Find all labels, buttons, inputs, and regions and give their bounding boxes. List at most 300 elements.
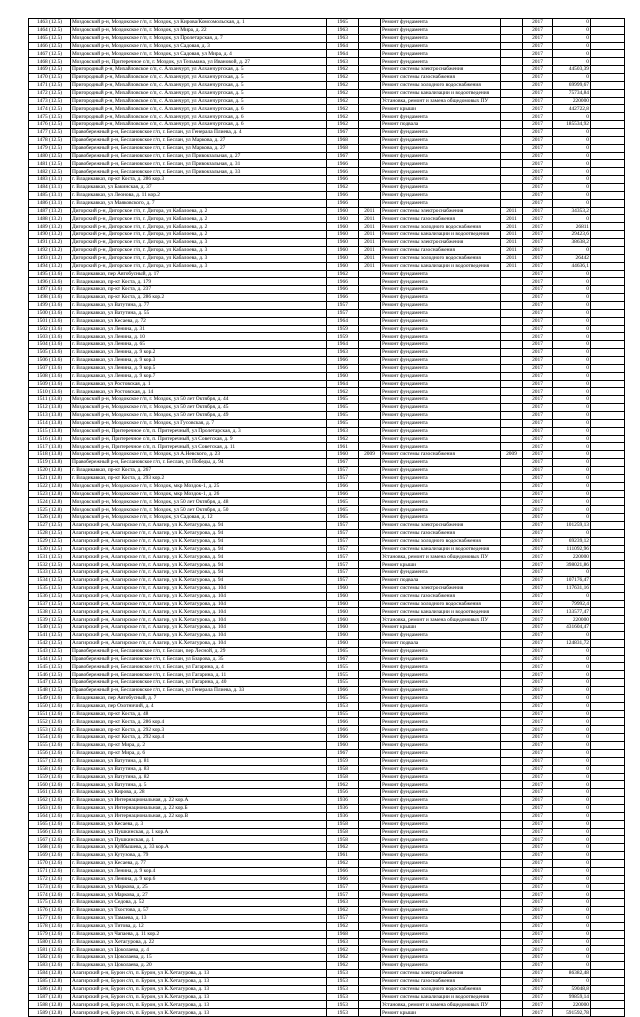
work-type-cell: Ремонт фундамента bbox=[381, 726, 501, 734]
row-number-cell: 1469 (12.5) bbox=[29, 66, 71, 74]
planned-year-cell: 2017 bbox=[523, 396, 553, 404]
cost-cell: 0 bbox=[553, 867, 591, 875]
work-type-cell: Ремонт фундамента bbox=[381, 419, 501, 427]
previous-repair-year-cell bbox=[501, 632, 523, 640]
table-row bbox=[29, 624, 625, 632]
row-number-cell: 1551 (12.6) bbox=[29, 710, 71, 718]
blank-cell bbox=[591, 325, 625, 333]
address-cell: г. Владикавказ, ул Ленина, д. 9 кор.5 bbox=[71, 364, 327, 372]
row-number-cell: 1540 (12.5) bbox=[29, 624, 71, 632]
planned-year-cell: 2017 bbox=[523, 184, 553, 192]
planned-year-cell: 2017 bbox=[523, 561, 553, 569]
last-repair-year-cell bbox=[359, 584, 381, 592]
previous-repair-year-cell bbox=[501, 718, 523, 726]
table-row bbox=[29, 490, 625, 498]
last-repair-year-cell bbox=[359, 435, 381, 443]
planned-year-cell: 2017 bbox=[523, 199, 553, 207]
previous-repair-year-cell bbox=[501, 608, 523, 616]
blank-cell bbox=[591, 584, 625, 592]
work-type-cell: Ремонт крыши bbox=[381, 624, 501, 632]
planned-year-cell: 2017 bbox=[523, 679, 553, 687]
build-year-cell: 1962 bbox=[327, 435, 359, 443]
previous-repair-year-cell bbox=[501, 529, 523, 537]
build-year-cell: 1966 bbox=[327, 718, 359, 726]
last-repair-year-cell bbox=[359, 632, 381, 640]
previous-repair-year-cell bbox=[501, 270, 523, 278]
last-repair-year-cell bbox=[359, 561, 381, 569]
cost-cell: 220000 bbox=[553, 553, 591, 561]
address-cell: г. Владикавказ, ул Интернациональная, д. 22 кор.Б bbox=[71, 804, 327, 812]
build-year-cell: 1962 bbox=[327, 121, 359, 129]
work-type-cell: Установка, ремонт и замена общедомовых ПУ bbox=[381, 1001, 501, 1009]
blank-cell bbox=[591, 97, 625, 105]
row-number-cell: 1533 (12.5) bbox=[29, 569, 71, 577]
table-row bbox=[29, 726, 625, 734]
previous-repair-year-cell bbox=[501, 89, 523, 97]
address-cell: Пригородный р-н, Михайловское с/п, с. Алханчурт, ул Алханчуртская, д. 5 bbox=[71, 97, 327, 105]
row-number-cell: 1559 (12.6) bbox=[29, 773, 71, 781]
planned-year-cell: 2017 bbox=[523, 364, 553, 372]
work-type-cell: Ремонт фундамента bbox=[381, 301, 501, 309]
cost-cell: 0 bbox=[553, 569, 591, 577]
cost-cell: 0 bbox=[553, 679, 591, 687]
table-row bbox=[29, 168, 625, 176]
blank-cell bbox=[591, 105, 625, 113]
previous-repair-year-cell bbox=[501, 569, 523, 577]
planned-year-cell: 2017 bbox=[523, 459, 553, 467]
table-row bbox=[29, 969, 625, 977]
address-cell: г. Владикавказ, ул Ленина, д. 9 кор.6 bbox=[71, 875, 327, 883]
last-repair-year-cell bbox=[359, 301, 381, 309]
blank-cell bbox=[591, 411, 625, 419]
address-cell: г. Владикавказ, ул Чапаева, д. 11 кор.2 bbox=[71, 930, 327, 938]
last-repair-year-cell bbox=[359, 820, 381, 828]
last-repair-year-cell bbox=[359, 286, 381, 294]
build-year-cell: 1962 bbox=[327, 66, 359, 74]
row-number-cell: 1465 (12.5) bbox=[29, 34, 71, 42]
previous-repair-year-cell bbox=[501, 356, 523, 364]
previous-repair-year-cell bbox=[501, 129, 523, 137]
build-year-cell: 1955 bbox=[327, 679, 359, 687]
work-type-cell: Ремонт фундамента bbox=[381, 632, 501, 640]
blank-cell bbox=[591, 600, 625, 608]
planned-year-cell: 2017 bbox=[523, 804, 553, 812]
build-year-cell: 1966 bbox=[327, 364, 359, 372]
row-number-cell: 1506 (13.6) bbox=[29, 356, 71, 364]
previous-repair-year-cell bbox=[501, 333, 523, 341]
cost-cell: 59048,8 bbox=[553, 985, 591, 993]
cost-cell: 0 bbox=[553, 954, 591, 962]
cost-cell: 0 bbox=[553, 482, 591, 490]
previous-repair-year-cell bbox=[501, 804, 523, 812]
planned-year-cell: 2017 bbox=[523, 427, 553, 435]
planned-year-cell: 2017 bbox=[523, 498, 553, 506]
last-repair-year-cell bbox=[359, 883, 381, 891]
last-repair-year-cell bbox=[359, 26, 381, 34]
planned-year-cell: 2017 bbox=[523, 616, 553, 624]
row-number-cell: 1586 (12.8) bbox=[29, 985, 71, 993]
last-repair-year-cell bbox=[359, 828, 381, 836]
work-type-cell: Ремонт крыши bbox=[381, 105, 501, 113]
last-repair-year-cell bbox=[359, 419, 381, 427]
planned-year-cell: 2017 bbox=[523, 207, 553, 215]
table-row bbox=[29, 19, 625, 27]
planned-year-cell: 2017 bbox=[523, 482, 553, 490]
address-cell: Дигорский р-н, Дигорское г/п, г. Дигора, ул Кабалоева, д. 2 bbox=[71, 231, 327, 239]
last-repair-year-cell: 2011 bbox=[359, 239, 381, 247]
row-number-cell: 1479 (12.5) bbox=[29, 144, 71, 152]
last-repair-year-cell bbox=[359, 639, 381, 647]
planned-year-cell: 2017 bbox=[523, 592, 553, 600]
cost-cell: 0 bbox=[553, 427, 591, 435]
address-cell: Правобережный р-н, Беслановское г/п, г. Беслан, ул Генерала Плиева, д. 33 bbox=[71, 687, 327, 695]
build-year-cell: 1958 bbox=[327, 765, 359, 773]
cost-cell: 220000 bbox=[553, 1001, 591, 1009]
build-year-cell: 1953 bbox=[327, 985, 359, 993]
register-sheet bbox=[28, 18, 624, 1017]
blank-cell bbox=[591, 718, 625, 726]
previous-repair-year-cell bbox=[501, 506, 523, 514]
planned-year-cell: 2017 bbox=[523, 411, 553, 419]
previous-repair-year-cell bbox=[501, 577, 523, 585]
address-cell: г. Владикавказ, ул Кесаева, д. 77 bbox=[71, 859, 327, 867]
row-number-cell: 1584 (12.8) bbox=[29, 969, 71, 977]
previous-repair-year-cell bbox=[501, 710, 523, 718]
address-cell: Алагирский р-н, Бурон с/п, п. Бурон, ул К.Хетагурова, д. 13 bbox=[71, 977, 327, 985]
build-year-cell: 1965 bbox=[327, 404, 359, 412]
blank-cell bbox=[591, 50, 625, 58]
blank-cell bbox=[591, 836, 625, 844]
row-number-cell: 1555 (12.6) bbox=[29, 742, 71, 750]
build-year-cell: 1964 bbox=[327, 42, 359, 50]
work-type-cell: Ремонт фундамента bbox=[381, 411, 501, 419]
planned-year-cell: 2017 bbox=[523, 946, 553, 954]
address-cell: г. Владикавказ, ул Титова, д. 12 bbox=[71, 922, 327, 930]
table-row bbox=[29, 592, 625, 600]
planned-year-cell: 2017 bbox=[523, 239, 553, 247]
blank-cell bbox=[591, 514, 625, 522]
row-number-cell: 1487 (13.2) bbox=[29, 207, 71, 215]
table-row bbox=[29, 797, 625, 805]
previous-repair-year-cell bbox=[501, 812, 523, 820]
build-year-cell: 1957 bbox=[327, 529, 359, 537]
planned-year-cell: 2017 bbox=[523, 144, 553, 152]
row-number-cell: 1475 (12.5) bbox=[29, 113, 71, 121]
table-row bbox=[29, 466, 625, 474]
table-row bbox=[29, 584, 625, 592]
cost-cell: 0 bbox=[553, 349, 591, 357]
build-year-cell: 1963 bbox=[327, 58, 359, 66]
work-type-cell: Ремонт системы газоснабжения bbox=[381, 451, 501, 459]
address-cell: Алагирский р-н, Алагирское г/п, г. Алагир, ул К.Хетагурова, д. 104 bbox=[71, 639, 327, 647]
table-row bbox=[29, 891, 625, 899]
table-row bbox=[29, 663, 625, 671]
address-cell: г. Владикавказ, ул Тхостова, д. 57 bbox=[71, 907, 327, 915]
table-row bbox=[29, 317, 625, 325]
planned-year-cell: 2017 bbox=[523, 584, 553, 592]
build-year-cell: 1966 bbox=[327, 356, 359, 364]
cost-cell: 86382,48 bbox=[553, 969, 591, 977]
last-repair-year-cell bbox=[359, 372, 381, 380]
work-type-cell: Ремонт подвала bbox=[381, 121, 501, 129]
planned-year-cell: 2017 bbox=[523, 474, 553, 482]
cost-cell: 0 bbox=[553, 136, 591, 144]
last-repair-year-cell bbox=[359, 1009, 381, 1017]
row-number-cell: 1502 (13.6) bbox=[29, 325, 71, 333]
planned-year-cell: 2017 bbox=[523, 270, 553, 278]
work-type-cell: Ремонт фундамента bbox=[381, 26, 501, 34]
work-type-cell: Ремонт фундамента bbox=[381, 812, 501, 820]
address-cell: Моздокский р-н, Моздокское г/п, г. Моздок, ул Пролетарская, д. 7 bbox=[71, 34, 327, 42]
table-row bbox=[29, 852, 625, 860]
previous-repair-year-cell: 2011 bbox=[501, 231, 523, 239]
previous-repair-year-cell: 2009 bbox=[501, 451, 523, 459]
planned-year-cell: 2017 bbox=[523, 914, 553, 922]
cost-cell: 0 bbox=[553, 506, 591, 514]
blank-cell bbox=[591, 757, 625, 765]
row-number-cell: 1474 (12.5) bbox=[29, 105, 71, 113]
cost-cell: 0 bbox=[553, 655, 591, 663]
cost-cell: 26811 bbox=[553, 223, 591, 231]
build-year-cell: 1962 bbox=[327, 97, 359, 105]
build-year-cell: 1962 bbox=[327, 74, 359, 82]
table-row bbox=[29, 828, 625, 836]
planned-year-cell: 2017 bbox=[523, 702, 553, 710]
row-number-cell: 1578 (12.6) bbox=[29, 922, 71, 930]
table-row bbox=[29, 26, 625, 34]
address-cell: Пригородный р-н, Михайловское с/п, с. Алханчурт, ул Алханчуртская, д. 5 bbox=[71, 89, 327, 97]
row-number-cell: 1514 (13.8) bbox=[29, 419, 71, 427]
build-year-cell: 1963 bbox=[327, 34, 359, 42]
address-cell: Дигорский р-н, Дигорское г/п, г. Дигора, ул Кабалоева, д. 2 bbox=[71, 215, 327, 223]
previous-repair-year-cell bbox=[501, 58, 523, 66]
work-type-cell: Ремонт фундамента bbox=[381, 176, 501, 184]
cost-cell: 0 bbox=[553, 50, 591, 58]
table-row bbox=[29, 89, 625, 97]
build-year-cell: 1963 bbox=[327, 349, 359, 357]
previous-repair-year-cell bbox=[501, 404, 523, 412]
row-number-cell: 1493 (13.2) bbox=[29, 254, 71, 262]
blank-cell bbox=[591, 694, 625, 702]
work-type-cell: Ремонт фундамента bbox=[381, 946, 501, 954]
address-cell: г. Владикавказ, пр-кт Коста, д. 292 кор.3 bbox=[71, 726, 327, 734]
last-repair-year-cell: 2011 bbox=[359, 223, 381, 231]
cost-cell: 0 bbox=[553, 529, 591, 537]
blank-cell bbox=[591, 954, 625, 962]
cost-cell: 0 bbox=[553, 804, 591, 812]
cost-cell: 0 bbox=[553, 184, 591, 192]
last-repair-year-cell bbox=[359, 907, 381, 915]
address-cell: Алагирский р-н, Алагирское г/п, г. Алагир, ул К.Хетагурова, д. 104 bbox=[71, 624, 327, 632]
work-type-cell: Ремонт фундамента bbox=[381, 828, 501, 836]
table-row bbox=[29, 388, 625, 396]
row-number-cell: 1589 (12.8) bbox=[29, 1009, 71, 1017]
address-cell: Моздокский р-н, Моздокское г/п, г. Моздок, ул 50 лет Октября, д. 50 bbox=[71, 506, 327, 514]
blank-cell bbox=[591, 301, 625, 309]
cost-cell: 0 bbox=[553, 765, 591, 773]
row-number-cell: 1504 (13.6) bbox=[29, 341, 71, 349]
row-number-cell: 1553 (12.6) bbox=[29, 726, 71, 734]
row-number-cell: 1484 (13.1) bbox=[29, 184, 71, 192]
blank-cell bbox=[591, 81, 625, 89]
table-row bbox=[29, 773, 625, 781]
build-year-cell: 1963 bbox=[327, 938, 359, 946]
build-year-cell: 1957 bbox=[327, 301, 359, 309]
row-number-cell: 1581 (12.6) bbox=[29, 946, 71, 954]
planned-year-cell: 2017 bbox=[523, 647, 553, 655]
row-number-cell: 1544 (12.5) bbox=[29, 655, 71, 663]
previous-repair-year-cell bbox=[501, 191, 523, 199]
build-year-cell: 1957 bbox=[327, 537, 359, 545]
table-row bbox=[29, 529, 625, 537]
blank-cell bbox=[591, 969, 625, 977]
blank-cell bbox=[591, 309, 625, 317]
previous-repair-year-cell bbox=[501, 647, 523, 655]
work-type-cell: Ремонт системы холодного водоснабжения bbox=[381, 985, 501, 993]
previous-repair-year-cell bbox=[501, 341, 523, 349]
build-year-cell: 1959 bbox=[327, 757, 359, 765]
work-type-cell: Ремонт фундамента bbox=[381, 781, 501, 789]
build-year-cell: 1959 bbox=[327, 325, 359, 333]
previous-repair-year-cell bbox=[501, 600, 523, 608]
blank-cell bbox=[591, 396, 625, 404]
cost-cell: 0 bbox=[553, 152, 591, 160]
cost-cell: 591592,78 bbox=[553, 1009, 591, 1017]
row-number-cell: 1574 (12.6) bbox=[29, 891, 71, 899]
cost-cell: 0 bbox=[553, 820, 591, 828]
work-type-cell: Ремонт системы газоснабжения bbox=[381, 529, 501, 537]
last-repair-year-cell bbox=[359, 191, 381, 199]
row-number-cell: 1495 (13.6) bbox=[29, 270, 71, 278]
previous-repair-year-cell: 2011 bbox=[501, 246, 523, 254]
cost-cell: 0 bbox=[553, 396, 591, 404]
previous-repair-year-cell bbox=[501, 19, 523, 27]
build-year-cell: 1966 bbox=[327, 278, 359, 286]
previous-repair-year-cell bbox=[501, 694, 523, 702]
work-type-cell: Ремонт крыши bbox=[381, 1009, 501, 1017]
table-row bbox=[29, 294, 625, 302]
blank-cell bbox=[591, 867, 625, 875]
table-row bbox=[29, 223, 625, 231]
table-row bbox=[29, 459, 625, 467]
blank-cell bbox=[591, 286, 625, 294]
build-year-cell: 1956 bbox=[327, 789, 359, 797]
work-type-cell: Ремонт фундамента bbox=[381, 199, 501, 207]
row-number-cell: 1501 (13.6) bbox=[29, 317, 71, 325]
row-number-cell: 1496 (13.6) bbox=[29, 278, 71, 286]
build-year-cell: 1966 bbox=[327, 734, 359, 742]
row-number-cell: 1515 (13.8) bbox=[29, 427, 71, 435]
last-repair-year-cell bbox=[359, 466, 381, 474]
table-row bbox=[29, 608, 625, 616]
work-type-cell: Ремонт подвала bbox=[381, 577, 501, 585]
work-type-cell: Ремонт системы канализации и водоотведения bbox=[381, 608, 501, 616]
blank-cell bbox=[591, 679, 625, 687]
previous-repair-year-cell bbox=[501, 184, 523, 192]
planned-year-cell: 2017 bbox=[523, 742, 553, 750]
cost-cell: 0 bbox=[553, 309, 591, 317]
cost-cell: 75734,84 bbox=[553, 89, 591, 97]
address-cell: г. Владикавказ, ул Ленина, д. 9 кор.2 bbox=[71, 349, 327, 357]
build-year-cell: 1960 bbox=[327, 223, 359, 231]
planned-year-cell: 2017 bbox=[523, 734, 553, 742]
blank-cell bbox=[591, 938, 625, 946]
work-type-cell: Ремонт системы холодного водоснабжения bbox=[381, 223, 501, 231]
planned-year-cell: 2017 bbox=[523, 899, 553, 907]
build-year-cell: 1960 bbox=[327, 624, 359, 632]
planned-year-cell: 2017 bbox=[523, 1009, 553, 1017]
last-repair-year-cell bbox=[359, 443, 381, 451]
blank-cell bbox=[591, 294, 625, 302]
previous-repair-year-cell bbox=[501, 749, 523, 757]
work-type-cell: Ремонт фундамента bbox=[381, 396, 501, 404]
build-year-cell: 1961 bbox=[327, 443, 359, 451]
table-row bbox=[29, 537, 625, 545]
row-number-cell: 1525 (12.8) bbox=[29, 506, 71, 514]
address-cell: Правобережный р-н, Беслановское г/п, г. Беслан, ул Привокзальная, д. 33 bbox=[71, 168, 327, 176]
blank-cell bbox=[591, 191, 625, 199]
last-repair-year-cell bbox=[359, 482, 381, 490]
planned-year-cell: 2017 bbox=[523, 58, 553, 66]
last-repair-year-cell bbox=[359, 89, 381, 97]
planned-year-cell: 2017 bbox=[523, 356, 553, 364]
row-number-cell: 1482 (12.5) bbox=[29, 168, 71, 176]
address-cell: Алагирский р-н, Алагирское г/п, г. Алагир, ул К.Хетагурова, д. 104 bbox=[71, 632, 327, 640]
table-row bbox=[29, 427, 625, 435]
blank-cell bbox=[591, 639, 625, 647]
work-type-cell: Ремонт системы газоснабжения bbox=[381, 592, 501, 600]
work-type-cell: Установка, ремонт и замена общедомовых ПУ bbox=[381, 97, 501, 105]
work-type-cell: Ремонт фундамента bbox=[381, 325, 501, 333]
last-repair-year-cell bbox=[359, 19, 381, 27]
last-repair-year-cell bbox=[359, 836, 381, 844]
blank-cell bbox=[591, 899, 625, 907]
last-repair-year-cell bbox=[359, 294, 381, 302]
table-row bbox=[29, 325, 625, 333]
address-cell: Правобережный р-н, Беслановское г/п, г. Беслан, ул Гагарина, д. 4 bbox=[71, 663, 327, 671]
planned-year-cell: 2017 bbox=[523, 254, 553, 262]
cost-cell: 0 bbox=[553, 749, 591, 757]
previous-repair-year-cell: 2011 bbox=[501, 215, 523, 223]
previous-repair-year-cell bbox=[501, 1009, 523, 1017]
table-row bbox=[29, 506, 625, 514]
blank-cell bbox=[591, 58, 625, 66]
address-cell: Дигорский р-н, Дигорское г/п, г. Дигора, ул Кабалоева, д. 3 bbox=[71, 262, 327, 270]
table-row bbox=[29, 694, 625, 702]
blank-cell bbox=[591, 616, 625, 624]
work-type-cell: Ремонт фундамента bbox=[381, 844, 501, 852]
cost-cell: 44503,39 bbox=[553, 66, 591, 74]
blank-cell bbox=[591, 231, 625, 239]
planned-year-cell: 2017 bbox=[523, 66, 553, 74]
cost-cell: 0 bbox=[553, 757, 591, 765]
previous-repair-year-cell bbox=[501, 537, 523, 545]
last-repair-year-cell bbox=[359, 42, 381, 50]
work-type-cell: Ремонт фундамента bbox=[381, 136, 501, 144]
work-type-cell: Ремонт фундамента bbox=[381, 333, 501, 341]
table-row bbox=[29, 985, 625, 993]
address-cell: Алагирский р-н, Алагирское г/п, г. Алагир, ул К.Хетагурова, д. 94 bbox=[71, 522, 327, 530]
blank-cell bbox=[591, 671, 625, 679]
blank-cell bbox=[591, 364, 625, 372]
table-row bbox=[29, 859, 625, 867]
build-year-cell: 1966 bbox=[327, 160, 359, 168]
row-number-cell: 1577 (12.6) bbox=[29, 914, 71, 922]
cost-cell: 0 bbox=[553, 356, 591, 364]
work-type-cell: Ремонт фундамента bbox=[381, 380, 501, 388]
build-year-cell: 1962 bbox=[327, 105, 359, 113]
table-row bbox=[29, 899, 625, 907]
